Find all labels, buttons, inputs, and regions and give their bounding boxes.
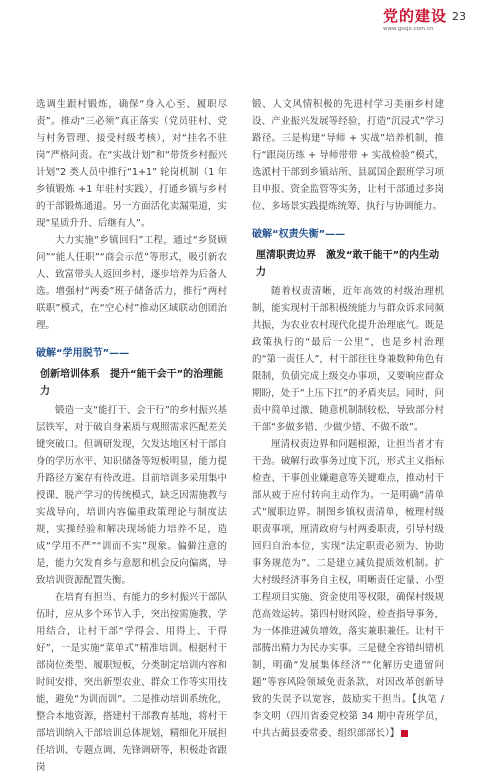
section-title-responsibility: 破解“权责失衡”—— <box>252 229 346 240</box>
page-number: 23 <box>452 10 466 23</box>
logo-text: 党的建设 <box>383 7 448 25</box>
left-column <box>36 96 227 776</box>
training-paragraph-2: 在培育有担当、有能力的乡村振兴干部队伍时，应从多个环节入手，突出按需施教、学用结合，让村干部“学得会、用得上、干得好”，一是实施“菜单式”精准培训。根据村干部岗位类型、履职短板，分类制定培训内容和时间安排，突出新型农业、群众工作等实用技能，避免“为训而训”。二是推动培训系统化，整合本地资源，搭建村干部教育基地，将村干部培训纳入干部培训总体规划，精细化开展担任培训、专题点调、先锋调研等，积极赴省跟岗 <box>36 592 227 773</box>
logo-url: www.gssjx.com.cn <box>383 26 434 32</box>
magazine-logo <box>383 5 448 39</box>
right-intro-paragraph: 锻、人文风情积极的先进村学习美丽乡村建设、产业振兴发展等经验，打造“沉浸式”学习路径。三是构建“导师 + 实战”培养机制，推行“跟岗历练 + 导师带带 + 实战检验”模式，选派村干部到乡镇站所、县属国企跟班学习项目申报、资金监管等实务，让村干部通过多岗位、多场景实践提炼统筹、执行与协调能力。 <box>252 99 444 212</box>
section-subtitle-responsibility: 厘清职责边界 激发“敢干能干”的内生动力 <box>256 250 440 278</box>
page-header <box>0 0 485 46</box>
right-column <box>252 96 444 742</box>
responsibility-paragraph-1: 随着权责清晰，近年高效的村级治理机制，能实现村干部积极统能力与群众诉求同频共振，为农业农村现代化提升治理底气。既是政策执行的“最后一公里”，也是乡村治理的“第一责任人”，村干部往往身兼数种角色有限制，负债完成上级交办事项，又要响应群众期盼，处于“上压下扛”的矛盾夹层。同时，问责中简单过激、随意机制制较松，导致部分村干部“多做多错、少做少错、不做不敢”。 <box>252 286 444 433</box>
article-end-mark-icon <box>401 730 408 737</box>
left-intro-paragraph-1: 选调生跟村锻炼，确保“身入心至、履职尽责”。推动“三必须”真正落实（党员驻村、党与村务管理、接受村级考核），对“挂名不驻岗”严格问责。在“实战计划”和“带货乡村振兴计划”2 类人员中推行“1+1” 轮岗机制（1 年乡镇锻炼 +1 年驻村实践），打通乡镇与乡村的干部锻炼通道。另一方面活化卖漏渠道，实现“星质升升、后继有人”。 <box>36 99 227 229</box>
section-title-training: 破解“学用脱节”—— <box>36 348 130 359</box>
section-subtitle-training: 创新培训体系 提升“能干会干”的治理能力 <box>40 369 224 397</box>
training-paragraph-1: 锻造一支“能打干、会干行”的乡村振兴基层铁军，对于破自身素质与观照需求匹配差关键突破口。但调研发现，欠发达地区村干部自身的学历水平、知识储备等短板明显，能力提升路径方案存有待改进。目前培训多采用集中授课、脱产学习的传统模式，缺乏因需施教与实战导向，培训内容偏重政策理论与制度法规，实操经验和解决现场能力培养不足，造成“学用不严”“训而不实”现象。偏僻注意的是，能力欠发育乡与意愿和机会反向偏离，导致培训资源配置失衡。 <box>36 405 227 586</box>
responsibility-paragraph-2: 厘清权责边界和问题根源，让担当者才有干劲。破解行政事务过度下沉，形式主义指标检查、干事创业嫌避意等关键难点，推动村干部从疲于应付转向主动作为。一是明确“清单式”履职边界。制图乡镇权责清单，梳理村级职责事项，厘清政府与村两委职责，引导村级回归自治本位，实现“法定职责必须为、协助事务规范为”。二是建立减负提质效机制。扩大村级经济事务自主权，明晰责任定量、小型工程项目实施、资金使用等权限，确保村级规范高效运转。第四村财风险、检查指导事务，为一体推进减负增效，落实兼职兼任。让村干部腾出精力为民办实事。三是健全容错纠错机制，明确“发展集体经济”“化解历史遗留问题”等容风险领域免责条款，对因改革创新导致的失误予以宽容，鼓励实干担当。【执笔 / 李文明（四川省委党校第 34 期中青班学员，中共古蔺县委常委、组织部部长）】 <box>252 439 444 739</box>
left-intro-paragraph-2: 大力实施“乡镇回归”工程，通过“乡贤顾问”“能人任职”“商会示范”等形式，吸引新农人、致富带头人返回乡村，逐步培养为后备人选。增强村“两委”班子储备活力，推行“两村联职”模式，在“空心村”推动区域联动创团治理。 <box>36 235 227 331</box>
